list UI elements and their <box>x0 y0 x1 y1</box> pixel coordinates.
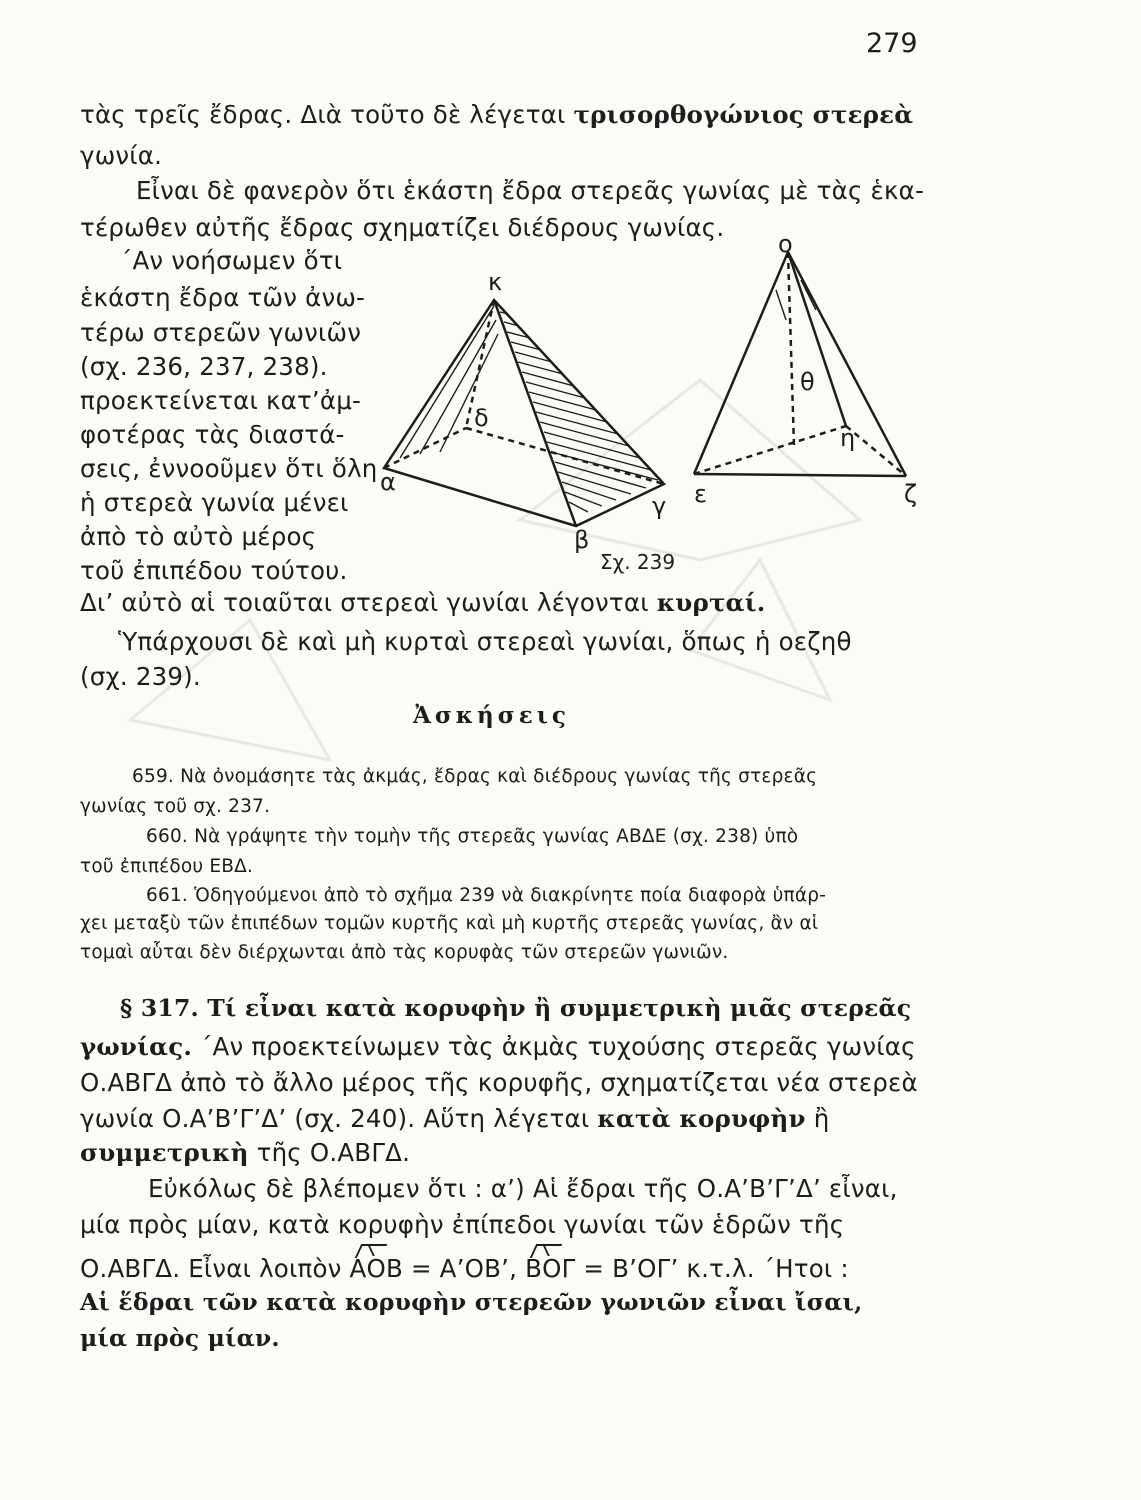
label-alpha: α <box>380 468 396 496</box>
term-trirectangular: τρισορθογώνιος στερεὰ <box>573 100 914 129</box>
section-line-5 <box>80 1138 410 1167</box>
angle-bog: ΒΟΓ <box>525 1254 576 1283</box>
section-conclusion-1: Αἱ ἕδραι τῶν κατὰ κορυφὴν στερεῶν γωνιῶν εἶναι ἴσαι, <box>80 1288 863 1316</box>
intro-line-4: τέρωθεν αὐτῆς ἔδρας σχηματίζει διέδρους γωνίας. <box>80 213 725 242</box>
section-line-6: Εὐκόλως δὲ βλέπομεν ὅτι : α’) Αἱ ἔδραι τῆς Ο.Α’Β’Γ’Δ’ εἶναι, <box>148 1174 898 1203</box>
term-convex: κυρταί. <box>656 588 766 617</box>
section-line-8 <box>80 1254 849 1283</box>
exercise-660-cont: τοῦ ἐπιπέδου ΕΒΔ. <box>80 856 254 877</box>
left-column-line-10: τοῦ ἐπιπέδου τούτου. <box>80 556 348 585</box>
left-column-line-8: ἡ στερεὰ γωνία μένει <box>80 488 349 517</box>
label-theta: θ <box>800 368 815 396</box>
convex-line-text: Δι’ αὐτὸ αἱ τοιαῦται στερεαὶ γωνίαι λέγονται <box>80 588 657 617</box>
section-line-4-text: γωνία Ο.Α’Β’Γ’Δ’ (σχ. 240). Αὕτη λέγεται <box>80 1104 598 1133</box>
label-gamma: γ <box>652 492 667 520</box>
label-beta: β <box>574 526 590 554</box>
exercise-660: 660. Νὰ γράψητε τὴν τομὴν τῆς στερεᾶς γωνίας ΑΒΔΕ (σχ. 238) ὑπὸ <box>146 826 799 847</box>
figure-reference-line: (σχ. 239). <box>80 662 201 691</box>
left-column-line-3: τέρω στερεῶν γωνιῶν <box>80 318 362 347</box>
section-line-2 <box>80 1032 916 1061</box>
exercise-661-cont-1: χει μεταξὺ τῶν ἐπιπέδων τομῶν κυρτῆς καὶ μὴ κυρτῆς στερεᾶς γωνίας, ἂν αἱ <box>80 913 819 934</box>
section-line-5-text: τῆς Ο.ΑΒΓΔ. <box>248 1138 411 1167</box>
intro-line-3: Εἶναι δὲ φανερὸν ὅτι ἑκάστη ἔδρα στερεᾶς γωνίας μὲ τὰς ἑκα- <box>136 176 925 205</box>
section-line-7: μία πρὸς μίαν, κατὰ κορυφὴν ἐπίπεδοι γωνίαι τῶν ἑδρῶν τῆς <box>80 1210 845 1239</box>
section-line-4 <box>80 1104 829 1133</box>
label-epsilon: ε <box>694 480 707 508</box>
page-number: 279 <box>866 28 918 59</box>
label-kappa: κ <box>488 268 503 296</box>
exercise-659-cont: γωνίας τοῦ σχ. 237. <box>80 796 271 817</box>
term-symmetric: συμμετρικὴ <box>80 1138 249 1167</box>
left-column-line-7: σεις, ἐννοοῦμεν ὅτι ὅλη <box>80 454 378 483</box>
figure-239-drawing <box>376 230 936 590</box>
left-column-line-1: ΄Αν νοήσωμεν ὅτι <box>120 246 343 275</box>
exercise-661: 661. Ὁδηγούμενοι ἀπὸ τὸ σχῆμα 239 νὰ διακρίνητε ποία διαφορὰ ὑπάρ- <box>146 885 827 906</box>
intro-line-1 <box>80 100 913 129</box>
exercise-659: 659. Νὰ ὀνομάσητε τὰς ἀκμάς, ἔδρας καὶ διέδρους γωνίας τῆς στερεᾶς <box>132 766 818 787</box>
section-title-end: γωνίας. <box>80 1032 193 1061</box>
term-vertical: κατὰ κορυφὴν <box>597 1104 806 1133</box>
section-conclusion-2: μία πρὸς μίαν. <box>80 1324 280 1352</box>
left-column-line-5: προεκτείνεται κατ’ἀμ- <box>80 386 362 415</box>
left-column-line-9: ἀπὸ τὸ αὐτὸ μέρος <box>80 522 317 551</box>
nonconvex-solid-angle <box>694 252 906 476</box>
label-delta: δ <box>474 404 489 432</box>
label-eta: η <box>840 424 856 452</box>
label-zeta: ζ <box>904 480 918 508</box>
figure-239 <box>376 230 936 590</box>
left-column-line-2: ἑκάστη ἔδρα τῶν ἀνω- <box>80 283 366 312</box>
label-omicron: ο <box>778 230 793 258</box>
angle-aob: ΑΟΒ <box>349 1254 403 1283</box>
section-line-2-text: ΄Αν προεκτείνωμεν τὰς ἀκμὰς τυχούσης στερεᾶς γωνίας <box>192 1032 916 1061</box>
section-317-title: § 317. Τί εἶναι κατὰ κορυφὴν ἢ συμμετρικὴ μιᾶς στερεᾶς <box>120 994 912 1022</box>
section-line-4-end: ἢ <box>805 1104 830 1133</box>
section-line-8-end: = Β’ΟΓ’ κ.τ.λ. ΄Ητοι : <box>575 1254 849 1283</box>
exercise-661-cont-2: τομαὶ αὗται δὲν διέρχωνται ἀπὸ τὰς κορυφὰς τῶν στερεῶν γωνιῶν. <box>80 942 729 963</box>
left-column-line-4: (σχ. 236, 237, 238). <box>80 352 328 381</box>
section-line-8-text: Ο.ΑΒΓΔ. Εἶναι λοιπὸν <box>80 1254 350 1283</box>
convex-line <box>80 588 765 617</box>
nonconvex-line: Ὑπάρχουσι δὲ καὶ μὴ κυρταὶ στερεαὶ γωνίαι, ὅπως ἡ οεζηθ <box>118 627 852 656</box>
intro-line-2: γωνία. <box>80 141 163 170</box>
section-line-3: Ο.ΑΒΓΔ ἀπὸ τὸ ἄλλο μέρος τῆς κορυφῆς, σχηματίζεται νέα στερεὰ <box>80 1068 918 1097</box>
section-line-8-eq1: = Α’ΟΒ’, <box>402 1254 526 1283</box>
figure-caption: Σχ. 239 <box>600 550 676 574</box>
convex-solid-angle <box>384 300 667 526</box>
intro-line-1-text: τὰς τρεῖς ἔδρας. Διὰ τοῦτο δὲ λέγεται <box>80 100 574 129</box>
left-column-line-6: φοτέρας τὰς διαστά- <box>80 420 345 449</box>
exercises-heading: Ἀσκήσεις <box>413 702 570 729</box>
